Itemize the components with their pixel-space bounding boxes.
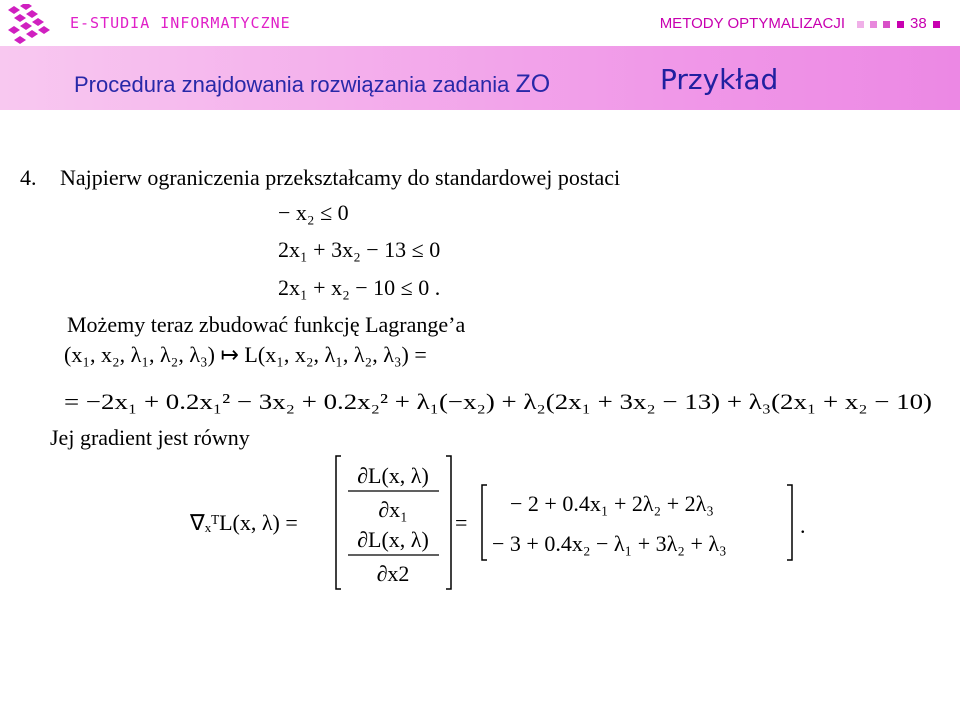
left-bracket (482, 485, 487, 560)
lagrange-intro: Możemy teraz zbudować funkcję Lagrange’a (67, 312, 466, 337)
derivative-denominator-1: ∂x₁ (378, 497, 408, 522)
step-text: Najpierw ograniczenia przekształcamy do standardowej postaci (60, 165, 621, 190)
left-bracket (336, 456, 341, 589)
slide-subtitle: Przykład (660, 63, 779, 96)
constraint-2: 2x₁ + 3x₂ − 13 ≤ 0 (278, 237, 441, 262)
right-bracket (446, 456, 451, 589)
page-number: 38 (910, 15, 927, 32)
gradient-row-2: − 3 + 0.4x₂ − λ₁ + 3λ₂ + λ₃ (492, 531, 727, 556)
period: . (800, 513, 806, 538)
equals-sign: = (455, 510, 468, 535)
brand-name: E-STUDIA INFORMATYCZNE (70, 14, 291, 32)
derivative-denominator-2: ∂x2 (376, 561, 410, 586)
derivative-numerator-2: ∂L(x, λ) (357, 527, 429, 552)
lagrange-expression: = −2x₁ + 0.2x₁² − 3x₂ + 0.2x₂² + λ₁(−x₂) + λ₂(2x₁ + 3x₂ − 13) + λ₃(2x₁ + x₂ − 10) (64, 389, 932, 414)
step-number: 4. (20, 165, 37, 190)
lagrange-map: (x₁, x₂, λ₁, λ₂, λ₃) ↦ L(x₁, x₂, λ₁, λ₂, λ₃) = (64, 342, 427, 367)
right-bracket (787, 485, 792, 560)
slide-title-text: Procedura znajdowania rozwiązania zadania (74, 72, 510, 97)
derivative-numerator-1: ∂L(x, λ) (357, 463, 429, 488)
gradient-intro: Jej gradient jest równy (50, 425, 250, 450)
constraint-1: − x₂ ≤ 0 (278, 200, 349, 225)
slide-title-zo: ZO (515, 70, 551, 98)
gradient-lhs: ∇ₓᵀL(x, λ) = (190, 510, 298, 535)
constraint-3: 2x₁ + x₂ − 10 ≤ 0 . (278, 275, 441, 300)
gradient-row-1: − 2 + 0.4x₁ + 2λ₂ + 2λ₃ (510, 491, 714, 516)
course-title: METODY OPTYMALIZACJI (659, 15, 845, 32)
